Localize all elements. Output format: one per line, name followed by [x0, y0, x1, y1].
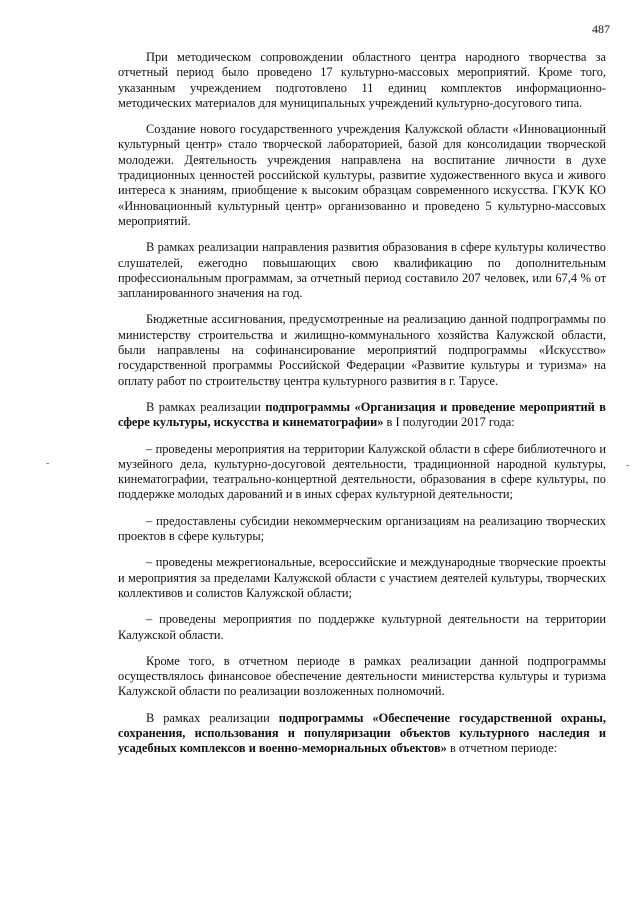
- paragraph-education: В рамках реализации направления развития образования в сфере культуры количество слушателей, ежегодно повышающих свою квалификацию по дополнительным профессиональным программам, за отчетный период составило 207 человек, или 67,4 % от запланированного значения на год.: [118, 240, 606, 301]
- subprogram-title: подпрограммы «Организация и проведение мероприятий в сфере культуры, искусства и кинематографии»: [118, 399, 606, 430]
- paragraph-innovation-center: Создание нового государственного учреждения Калужской области «Инновационный культурный центр» стало творческой лабораторией, базой для консолидации творческой молодежи. Деятельность учреждения направлена на воспитание личности в духе традиционных ценностей российской культуры, развитие художественного вкуса и живого интереса к знаниям, приобщение к высоким образцам современного искусства. ГКУК КО «Инновационный культурный центр» организованно и проведено 5 культурно-массовых мероприятий.: [118, 122, 606, 228]
- paragraph-intro-text: В рамках реализации: [146, 399, 266, 414]
- list-item-events: – проведены мероприятия на территории Калужской области в сфере библиотечного и музейного дела, культурно-досуговой деятельности, традиционной народной культуры, кинематографии, театрально-концертной деятельности, образования в сфере культуры, по поддержке молодых дарований и в иных сферах культурной деятельности;: [118, 441, 606, 502]
- paragraph-financial: Кроме того, в отчетном периоде в рамках реализации данной подпрограммы осуществлялось финансовое обеспечение деятельности министерства культуры и туризма Калужской области по реализации возложенных полномочий.: [118, 653, 606, 699]
- paragraph-intro-text: В рамках реализации: [146, 710, 279, 725]
- document-body: [118, 50, 606, 757]
- paragraph-budget: Бюджетные ассигнования, предусмотренные на реализацию данной подпрограммы по министерству строительства и жилищно-коммунального хозяйства Калужской области, были направлены на софинансирование мероприятий подпрограммы «Искусство» государственной программы Российской Федерации «Развитие культуры и туризма» на оплату работ по строительству центра культурного развития в г. Тарусе.: [118, 312, 606, 388]
- page-number: 487: [592, 22, 610, 36]
- list-item-subsidies: – предоставлены субсидии некоммерческим организациям на реализацию творческих проектов в сфере культуры;: [118, 513, 606, 544]
- scan-mark-right: -: [626, 460, 630, 471]
- paragraph-tail-text: в I полугодии 2017 года:: [383, 415, 515, 430]
- scan-mark-left: -: [46, 458, 50, 469]
- paragraph-subprogram-heritage: [118, 711, 606, 757]
- paragraph-subprogram-events: [118, 400, 606, 431]
- paragraph-tail-text: в отчетном периоде:: [446, 741, 558, 756]
- list-item-interregional: – проведены межрегиональные, всероссийские и международные творческие проекты и мероприятия за пределами Калужской области с участием деятелей культуры, творческих коллективов и солистов Калужской области;: [118, 555, 606, 600]
- subprogram-title: подпрограммы «Обеспечение государственной охраны, сохранения, использования и популяризации объектов культурного наследия и усадебных комплексов и военно-мемориальных объектов»: [118, 710, 606, 756]
- list-item-support: – проведены мероприятия по поддержке культурной деятельности на территории Калужской области.: [118, 612, 606, 642]
- paragraph-methodical-support: При методическом сопровождении областного центра народного творчества за отчетный период было проведено 17 культурно-массовых мероприятий. Кроме того, указанным учреждением подготовлено 11 единиц комплектов информационно-методических материалов для муниципальных учреждений культурно-досугового типа.: [118, 50, 606, 110]
